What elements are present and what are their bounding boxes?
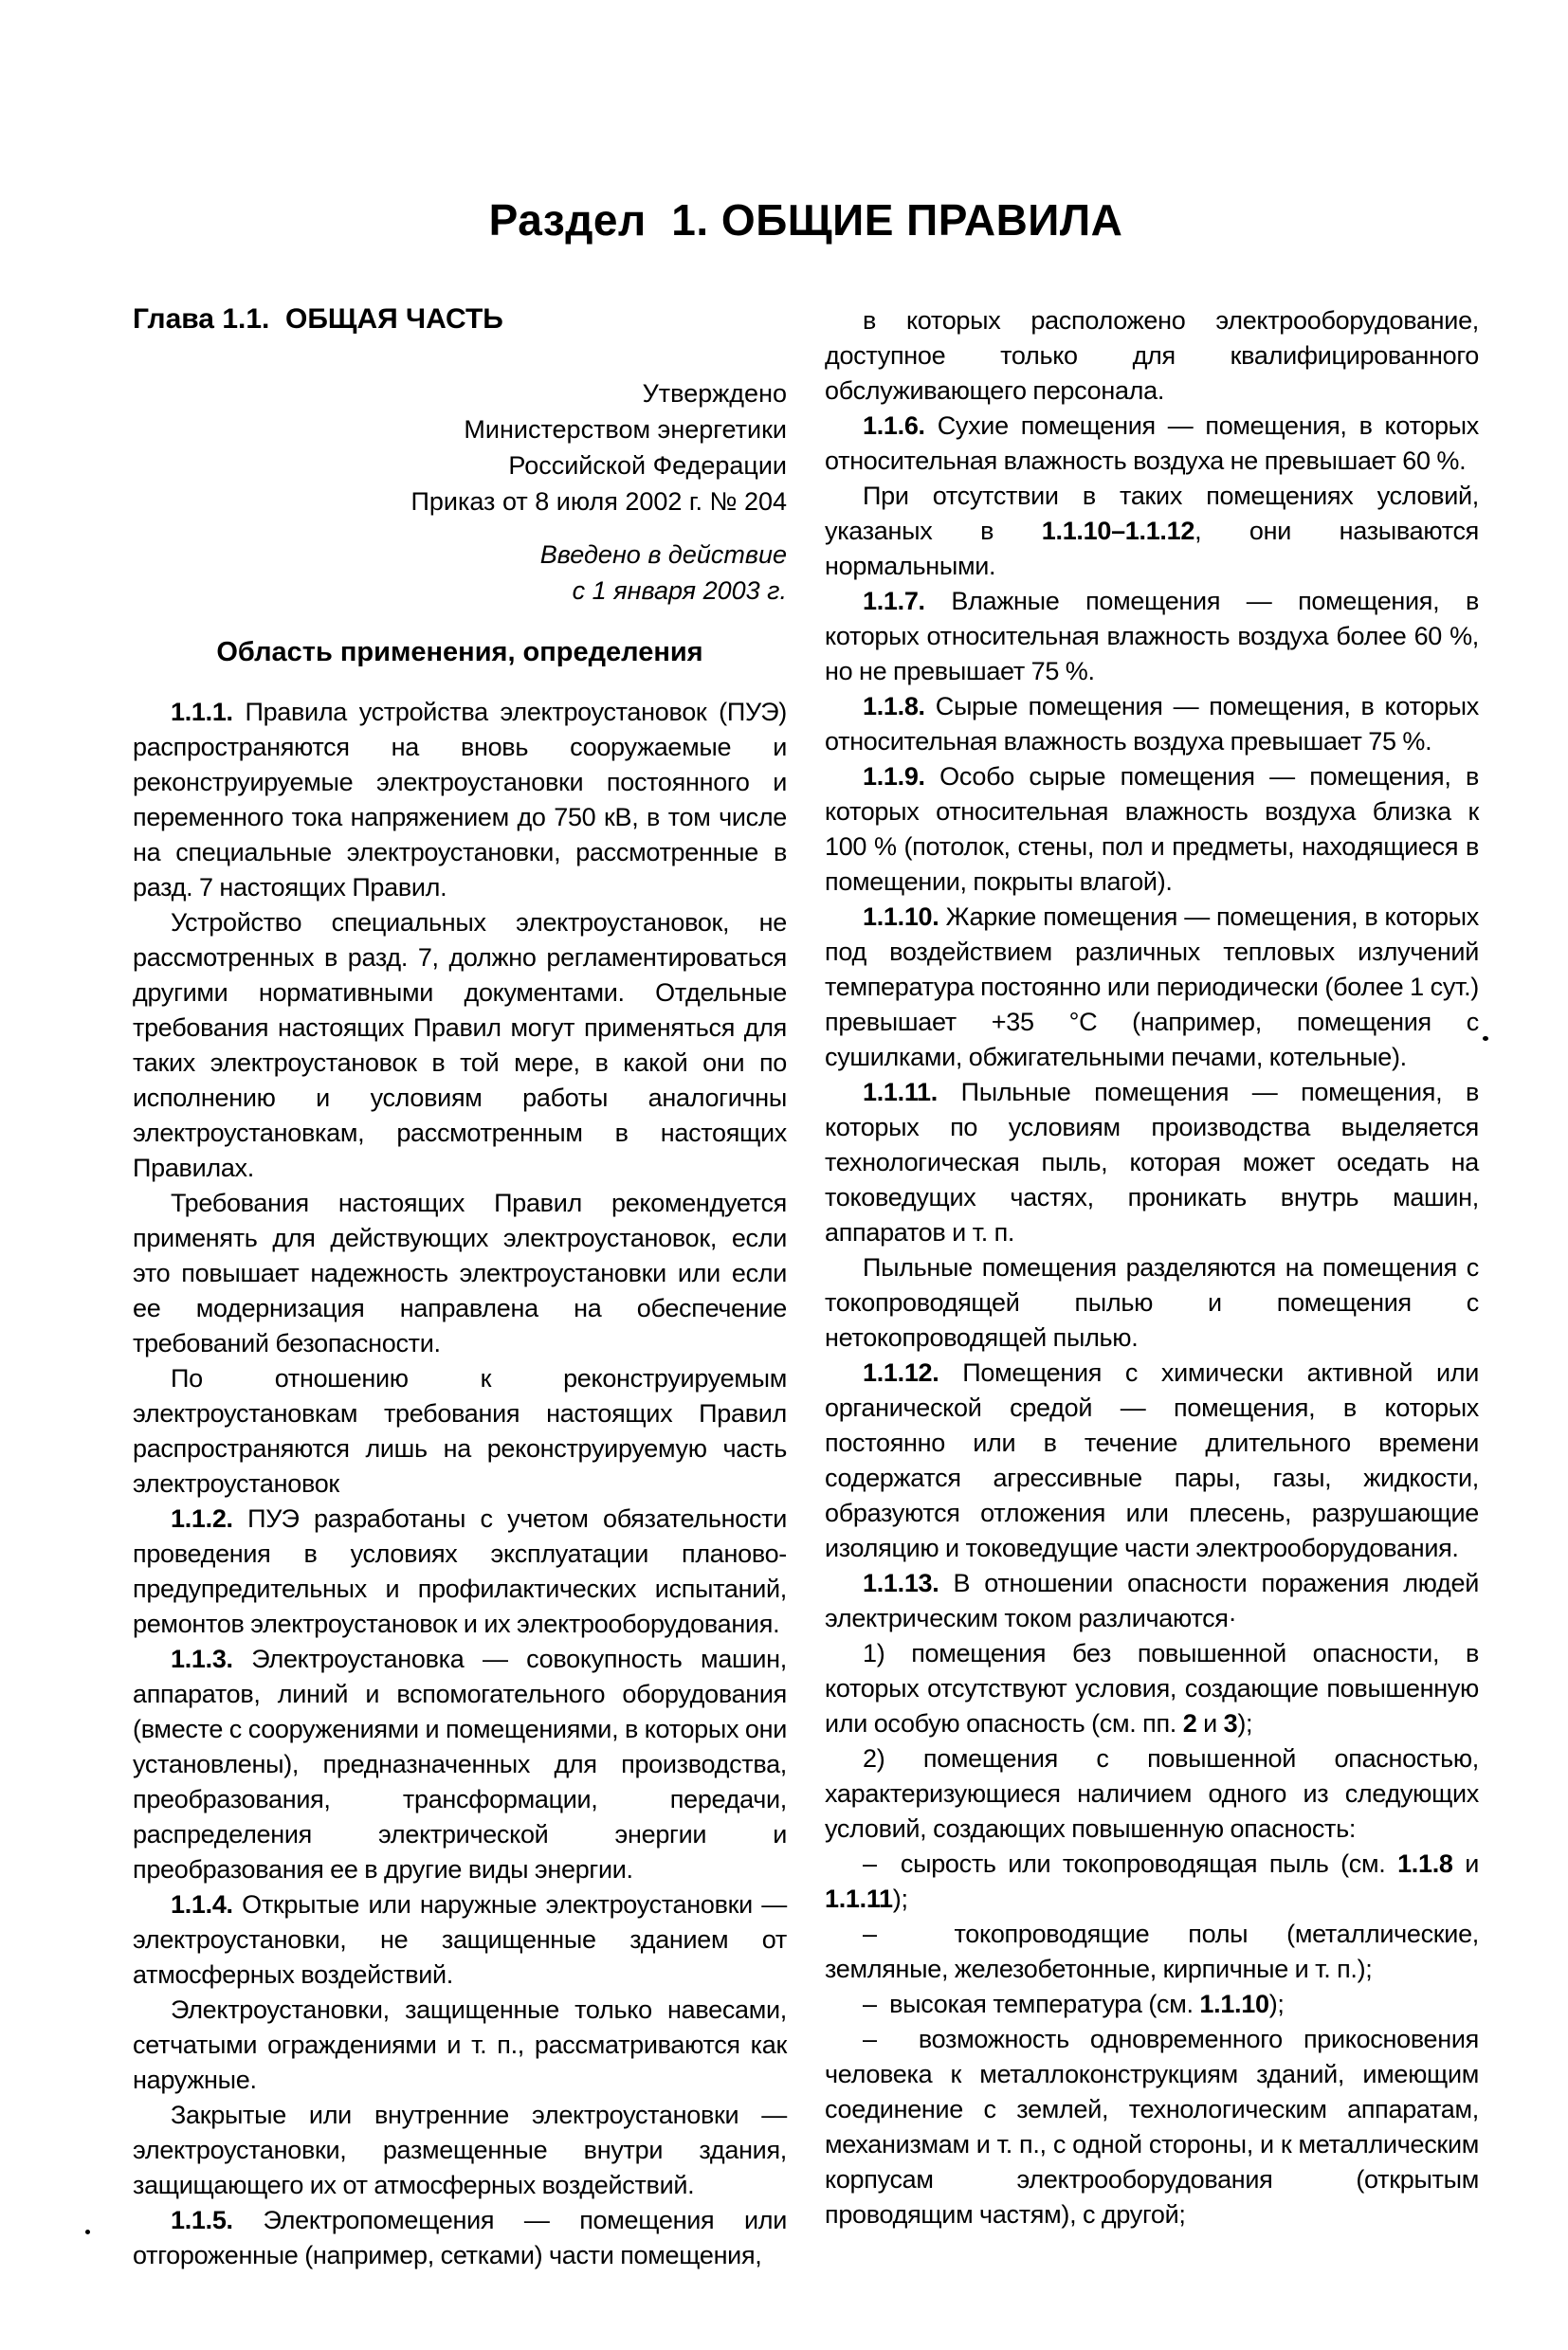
text-run: Электроустановки, защищенные только навесами, сетчатыми ограждениями и т. п., рассматриваются как наружные. [133, 1995, 787, 2094]
clause-number: 1.1.5. [171, 2206, 233, 2234]
text-run: Требования настоящих Правил рекомендуется применять для действующих электроустановок, если это повышает надежность электроустановки или если ее модернизация направлена на обеспечение требований безопасности. [133, 1189, 787, 1357]
clause-number: 1.1.13. [863, 1569, 939, 1597]
text-run: Электропомещения — помещения или отгороженные (например, сетками) части помещения, [133, 2206, 787, 2269]
clause-number: 2 [1182, 1709, 1197, 1738]
text-run: Электроустановка — совокупность машин, аппаратов, линий и вспомогательного оборудования (вместе с сооружениями и помещениями, в которых они установлены), предназначенных для производства, преобразования, трансформации, передачи, распределения электрической энергии и преобразования ее в другие виды энергии. [133, 1645, 787, 1884]
text-run: Влажные помещения — помещения, в которых относительная влажность воздуха более 60 %, но не превышает 75 %. [825, 587, 1479, 685]
clause-1-1-1-para-3 [133, 1186, 787, 1361]
text-run: Открытые или наружные электроустановки — электроустановки, не защищенные зданием от атмосферных воздействий. [133, 1890, 787, 1989]
text-run: – возможность одновременного прикосновения человека к металлоконструкциям зданий, имеющим соединение с землей, технологическим аппаратам, механизмам и т. п., с одной стороны, и к металлическим корпусам электрооборудования (открытым проводящим частям), с другой; [825, 2025, 1479, 2229]
enacted-block [133, 537, 787, 609]
text-line: с 1 января 2003 г. [572, 576, 787, 605]
clause-number: 1.1.9. [863, 762, 925, 791]
clause-1-1-5-continuation [825, 303, 1479, 409]
clause-number: 1.1.3. [171, 1645, 233, 1673]
text-run: – сырость или токопроводящая пыль (см. [863, 1849, 1398, 1878]
clause-1-1-4-para-3 [133, 2098, 787, 2203]
text-line: Российской Федерации [508, 451, 787, 480]
clause-number: 1.1.11. [863, 1078, 938, 1106]
dash-item-3 [825, 1987, 1479, 2022]
text-line: Утверждено [642, 379, 787, 408]
clause-number: 1.1.10–1.1.12 [1041, 517, 1195, 545]
dash-item-4 [825, 2022, 1479, 2232]
clause-1-1-1-para-4 [133, 1361, 787, 1502]
text-run: 1) помещения без повышенной опасности, в которых отсутствуют условия, создающие повышенную или особую опасность (см. пп. [825, 1639, 1479, 1738]
clause-number: 1.1.8. [863, 692, 925, 720]
clause-1-1-8 [825, 689, 1479, 759]
list-item-1 [825, 1636, 1479, 1741]
clause-1-1-5 [133, 2203, 787, 2273]
clause-1-1-12 [825, 1356, 1479, 1566]
text-run: – токопроводящие полы (металлические, земляные, железобетонные, кирпичные и т. п.); [825, 1920, 1479, 1983]
text-run: ); [1268, 1990, 1285, 2018]
text-run: В отношении опасности поражения людей электрическим током различаются· [825, 1569, 1479, 1632]
right-paragraphs [825, 303, 1479, 2232]
clause-1-1-11-para-2 [825, 1250, 1479, 1356]
text-line: Министерством энергетики [464, 415, 787, 444]
section-title: Раздел 1. ОБЩИЕ ПРАВИЛА [488, 195, 1123, 245]
list-item-2 [825, 1741, 1479, 1847]
clause-number: 1.1.7. [863, 587, 925, 615]
text-run: ); [892, 1885, 908, 1913]
clause-1-1-6 [825, 409, 1479, 479]
clause-number: 1.1.6. [863, 411, 925, 440]
left-column [133, 303, 787, 2273]
clause-number: 1.1.1. [171, 698, 233, 726]
clause-number: 3 [1223, 1709, 1238, 1738]
text-run: Закрытые или внутренние электроустановки — электроустановки, размещенные внутри здания, защищающего их от атмосферных воздействий. [133, 2101, 787, 2199]
clause-1-1-2 [133, 1502, 787, 1642]
text-run: и [1196, 1709, 1224, 1738]
text-run: 2) помещения с повышенной опасностью, характеризующиеся наличием одного из следующих условий, создающих повышенную опасность: [825, 1744, 1479, 1843]
dash-item-2 [825, 1917, 1479, 1987]
text-run: Сырые помещения — помещения, в которых относительная влажность воздуха превышает 75 %. [825, 692, 1479, 756]
clause-1-1-11 [825, 1075, 1479, 1250]
text-run: и [1452, 1849, 1480, 1878]
text-run: Пыльные помещения — помещения, в которых по условиям производства выделяется технологическая пыль, которая может оседать на токоведущих частях, проникать внутрь машин, аппаратов и т. п. [825, 1078, 1479, 1247]
clause-1-1-1 [133, 695, 787, 905]
text-run: ПУЭ разработаны с учетом обязательности проведения в условиях эксплуатации планово-предупредительных и профилактических испытаний, ремонтов электроустановок и их электрооборудования. [133, 1504, 787, 1638]
text-run: Особо сырые помещения — помещения, в которых относительная влажность воздуха близка к 100 % (потолок, стены, пол и предметы, находящиеся в помещении, покрыты влагой). [825, 762, 1479, 896]
text-run: Помещения с химически активной или органической средой — помещения, в которых постоянно или в течение длительного времени содержатся агрессивные пары, газы, жидкости, образуются отложения или плесень, разрушающие изоляцию и токоведущие части электрооборудования. [825, 1358, 1479, 1562]
text-run: в которых расположено электрооборудование, доступное только для квалифицированного обслуживающего персонала. [825, 306, 1479, 405]
clause-1-1-13 [825, 1566, 1479, 1636]
text-run: Пыльные помещения разделяются на помещения с токопроводящей пылью и помещения с нетокопроводящей пылью. [825, 1253, 1479, 1352]
chapter-title: Глава 1.1. ОБЩАЯ ЧАСТЬ [133, 303, 503, 335]
text-line: Введено в действие [539, 540, 787, 569]
text-line: Приказ от 8 июля 2002 г. № 204 [410, 487, 787, 516]
clause-1-1-9 [825, 759, 1479, 900]
clause-number: 1.1.12. [863, 1358, 939, 1387]
clause-1-1-7 [825, 584, 1479, 689]
text-columns [133, 303, 1479, 2273]
clause-1-1-4 [133, 1887, 787, 1993]
clause-1-1-6-para-2 [825, 479, 1479, 584]
clause-1-1-1-para-2 [133, 905, 787, 1186]
clause-1-1-10 [825, 900, 1479, 1075]
text-run: Правила устройства электроустановок (ПУЭ) распространяются на вновь сооружаемые и реконструируемые электроустановки постоянного и переменного тока напряжением до 750 кВ, в том числе на специальные электроустановки, рассмотренные в разд. 7 настоящих Правил. [133, 698, 787, 902]
clause-number: 1.1.2. [171, 1504, 233, 1533]
text-run: По отношению к реконструируемым электроустановкам требования настоящих Правил распространяются лишь на реконструируемую часть электроустановок [133, 1364, 787, 1498]
right-column [825, 303, 1479, 2273]
left-paragraphs [133, 695, 787, 2273]
clause-number: 1.1.11 [825, 1885, 893, 1913]
scan-speck [85, 2230, 90, 2234]
clause-number: 1.1.10. [863, 902, 939, 931]
text-run: ); [1237, 1709, 1253, 1738]
approval-block [133, 375, 787, 519]
scan-speck [1483, 1036, 1488, 1041]
text-run: При отсутствии в таких помещениях условий, указаных в [825, 482, 1479, 545]
text-run: – высокая температура (см. [863, 1990, 1200, 2018]
clause-1-1-3 [133, 1642, 787, 1887]
dash-item-1 [825, 1847, 1479, 1917]
clause-number: 1.1.4. [171, 1890, 233, 1919]
text-run: Устройство специальных электроустановок, не рассмотренных в разд. 7, должно регламентироваться другими нормативными документами. Отдельные требования настоящих Правил могут применяться для таких электроустановок в той мере, в какой они по исполнению и условиям работы аналогичны электроустановкам, рассмотренным в настоящих Правилах. [133, 908, 787, 1182]
clause-number: 1.1.8 [1397, 1849, 1453, 1878]
clause-number: 1.1.10 [1199, 1990, 1269, 2018]
text-run: Жаркие помещения — помещения, в которых под воздействием различных тепловых излучений температура постоянно или периодически (более 1 сут.) превышает +35 °С (например, помещения с сушилками, обжигательными печами, котельные). [825, 902, 1479, 1071]
text-run: , они называются нормальными. [825, 517, 1479, 580]
subsection-title: Область применения, определения [216, 637, 703, 667]
clause-1-1-4-para-2 [133, 1993, 787, 2098]
text-run: Сухие помещения — помещения, в которых относительная влажность воздуха не превышает 60 %. [825, 411, 1479, 475]
